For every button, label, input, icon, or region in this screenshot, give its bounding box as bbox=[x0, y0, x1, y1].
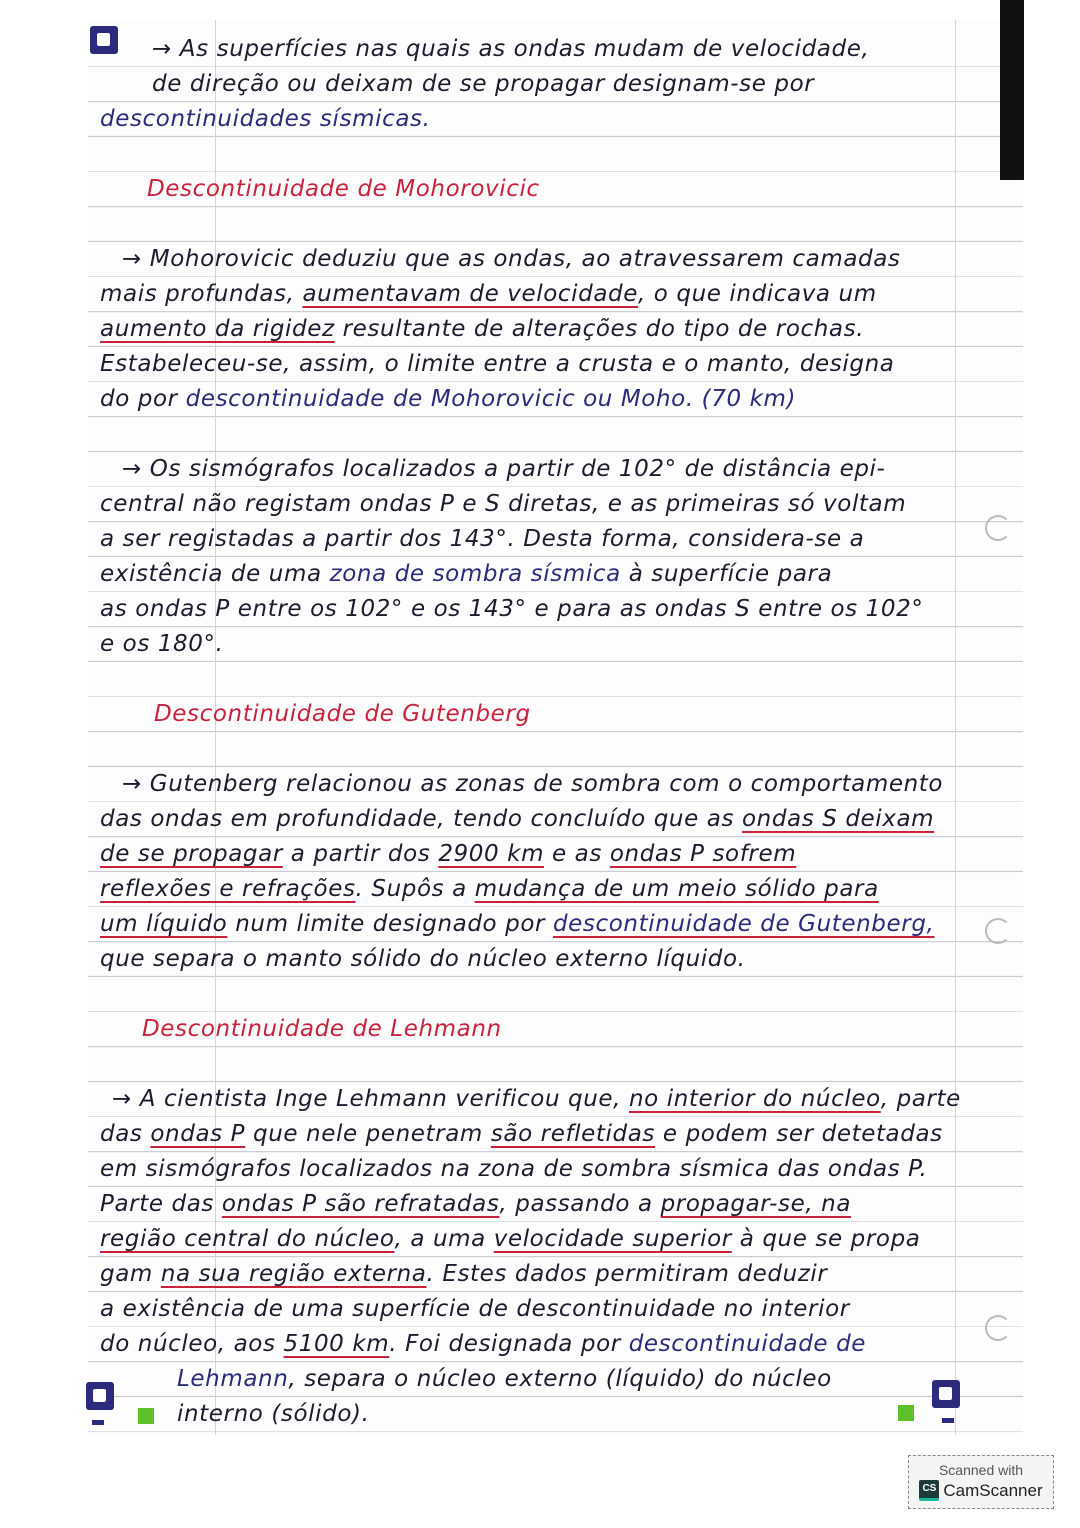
green-marker-icon bbox=[898, 1405, 914, 1421]
note-text: descontinuidade de Gutenberg, bbox=[552, 911, 935, 937]
page-edge-shadow bbox=[1000, 0, 1024, 180]
note-text: no interior do núcleo bbox=[628, 1086, 881, 1112]
note-line bbox=[100, 876, 879, 902]
note-text: descontinuidade de bbox=[628, 1331, 867, 1357]
marker-tick-icon bbox=[942, 1418, 954, 1423]
note-text: , passando a bbox=[499, 1191, 661, 1217]
note-text: Lehmann bbox=[177, 1366, 289, 1392]
note-text: que separa o manto sólido do núcleo externo líquido. bbox=[100, 946, 746, 972]
note-text: propagar-se, na bbox=[660, 1191, 852, 1217]
note-text: a partir dos bbox=[282, 841, 439, 867]
note-line bbox=[177, 1401, 370, 1427]
note-line bbox=[100, 281, 877, 307]
note-text: existência de uma bbox=[100, 561, 330, 587]
note-text: num limite designado por bbox=[227, 911, 553, 937]
note-text: 2900 km bbox=[438, 841, 545, 867]
note-line bbox=[100, 1156, 927, 1182]
note-text: um líquido bbox=[100, 911, 228, 937]
note-line bbox=[100, 1226, 920, 1252]
ring-hole-icon bbox=[985, 515, 1011, 541]
note-line bbox=[152, 71, 814, 97]
note-line bbox=[100, 491, 906, 517]
note-text: descontinuidades sísmicas. bbox=[100, 106, 431, 132]
note-text: mais profundas, bbox=[100, 281, 303, 307]
note-text: ondas P bbox=[150, 1121, 246, 1147]
corner-marker-icon bbox=[86, 1382, 114, 1410]
note-text: as ondas P entre os 102° e os 143° e para as ondas S entre os 102° bbox=[100, 596, 924, 622]
note-line bbox=[100, 386, 796, 412]
note-line bbox=[100, 911, 934, 937]
note-line bbox=[100, 806, 934, 832]
note-text: do por bbox=[100, 386, 186, 412]
note-text: ondas S deixam bbox=[741, 806, 935, 832]
marker-tick-icon bbox=[92, 1420, 104, 1425]
note-text: a existência de uma superfície de descontinuidade no interior bbox=[100, 1296, 850, 1322]
note-text: aumento da rigidez bbox=[100, 316, 335, 342]
note-text: , o que indicava um bbox=[637, 281, 877, 307]
section-heading: Descontinuidade de Lehmann bbox=[142, 1016, 502, 1042]
note-text: em sismógrafos localizados na zona de sombra sísmica das ondas P. bbox=[100, 1156, 928, 1182]
section-heading: Descontinuidade de Mohorovicic bbox=[147, 176, 540, 202]
note-text: central não registam ondas P e S diretas, e as primeiras só voltam bbox=[100, 491, 907, 517]
note-text: → Os sismógrafos localizados a partir de 102° de distância epi- bbox=[122, 456, 886, 482]
note-text: que nele penetram bbox=[245, 1121, 491, 1147]
note-line bbox=[100, 316, 864, 342]
note-text: descontinuidade de Mohorovicic ou Moho. (70 km) bbox=[185, 386, 797, 412]
note-text: aumentavam de velocidade bbox=[302, 281, 638, 307]
note-text: e as bbox=[544, 841, 610, 867]
note-text: . Estes dados permitiram deduzir bbox=[426, 1261, 828, 1287]
note-text: resultante de alterações do tipo de rochas. bbox=[334, 316, 865, 342]
note-text: região central do núcleo bbox=[100, 1226, 395, 1252]
note-line bbox=[177, 1366, 832, 1392]
note-text: na sua região externa bbox=[160, 1261, 427, 1287]
note-text: → As superfícies nas quais as ondas mudam de velocidade, bbox=[152, 36, 870, 62]
corner-marker-icon bbox=[932, 1380, 960, 1408]
note-text: de se propagar bbox=[100, 841, 283, 867]
note-text: são refletidas bbox=[490, 1121, 656, 1147]
note-line bbox=[100, 946, 746, 972]
watermark-caption: Scanned with bbox=[938, 1462, 1024, 1478]
note-line bbox=[152, 36, 869, 62]
note-line bbox=[154, 701, 531, 727]
note-text: zona de sombra sísmica bbox=[329, 561, 621, 587]
note-text: à superfície para bbox=[620, 561, 833, 587]
note-text: , parte bbox=[880, 1086, 961, 1112]
margin-line bbox=[215, 20, 216, 1435]
note-text: à que se propa bbox=[731, 1226, 921, 1252]
note-text: , separa o núcleo externo (líquido) do núcleo bbox=[288, 1366, 832, 1392]
ring-hole-icon bbox=[985, 1315, 1011, 1341]
note-text: → Gutenberg relacionou as zonas de sombra com o comportamento bbox=[122, 771, 944, 797]
note-text: ondas P sofrem bbox=[609, 841, 797, 867]
note-line bbox=[100, 841, 796, 867]
note-line bbox=[122, 771, 943, 797]
ring-hole-icon bbox=[985, 918, 1011, 944]
note-line bbox=[100, 106, 431, 132]
note-text: Estabeleceu-se, assim, o limite entre a crusta e o manto, designa bbox=[100, 351, 895, 377]
note-text: reflexões e refrações bbox=[100, 876, 356, 902]
note-text: a ser registadas a partir dos 143°. Desta forma, considera-se a bbox=[100, 526, 865, 552]
note-line bbox=[142, 1016, 502, 1042]
note-line bbox=[100, 1331, 866, 1357]
note-line bbox=[100, 561, 832, 587]
note-text: das ondas em profundidade, tendo concluído que as bbox=[100, 806, 742, 832]
note-text: → A cientista Inge Lehmann verificou que, bbox=[112, 1086, 629, 1112]
note-line bbox=[112, 1086, 961, 1112]
note-line bbox=[100, 596, 923, 622]
note-line bbox=[100, 631, 224, 657]
note-text: velocidade superior bbox=[493, 1226, 732, 1252]
note-text: 5100 km bbox=[283, 1331, 390, 1357]
right-margin-line bbox=[955, 20, 956, 1435]
note-line bbox=[100, 1121, 943, 1147]
camscanner-watermark bbox=[908, 1455, 1054, 1509]
note-text: do núcleo, aos bbox=[100, 1331, 284, 1357]
note-text: de direção ou deixam de se propagar designam-se por bbox=[152, 71, 815, 97]
corner-marker-icon bbox=[90, 26, 118, 54]
note-line bbox=[100, 351, 894, 377]
note-text: . Supôs a bbox=[355, 876, 475, 902]
note-line bbox=[100, 1191, 851, 1217]
note-text: . Foi designada por bbox=[389, 1331, 629, 1357]
note-text: interno (sólido). bbox=[177, 1401, 370, 1427]
note-text: ondas P são refratadas bbox=[221, 1191, 500, 1217]
section-heading: Descontinuidade de Gutenberg bbox=[154, 701, 531, 727]
watermark-brand: CamScanner bbox=[943, 1480, 1043, 1500]
note-text: gam bbox=[100, 1261, 161, 1287]
camscanner-logo-icon: CS bbox=[919, 1480, 939, 1501]
note-line bbox=[100, 1296, 850, 1322]
note-text: , a uma bbox=[394, 1226, 494, 1252]
note-line bbox=[100, 526, 864, 552]
green-marker-icon bbox=[138, 1408, 154, 1424]
note-text: → Mohorovicic deduziu que as ondas, ao atravessarem camadas bbox=[122, 246, 901, 272]
note-line bbox=[147, 176, 540, 202]
note-text: e os 180°. bbox=[100, 631, 224, 657]
note-line bbox=[122, 456, 885, 482]
note-text: das bbox=[100, 1121, 151, 1147]
note-text: Parte das bbox=[100, 1191, 222, 1217]
note-line bbox=[122, 246, 901, 272]
note-text: mudança de um meio sólido para bbox=[474, 876, 879, 902]
note-line bbox=[100, 1261, 827, 1287]
note-text: e podem ser detetadas bbox=[655, 1121, 943, 1147]
notebook-page bbox=[88, 20, 1023, 1435]
